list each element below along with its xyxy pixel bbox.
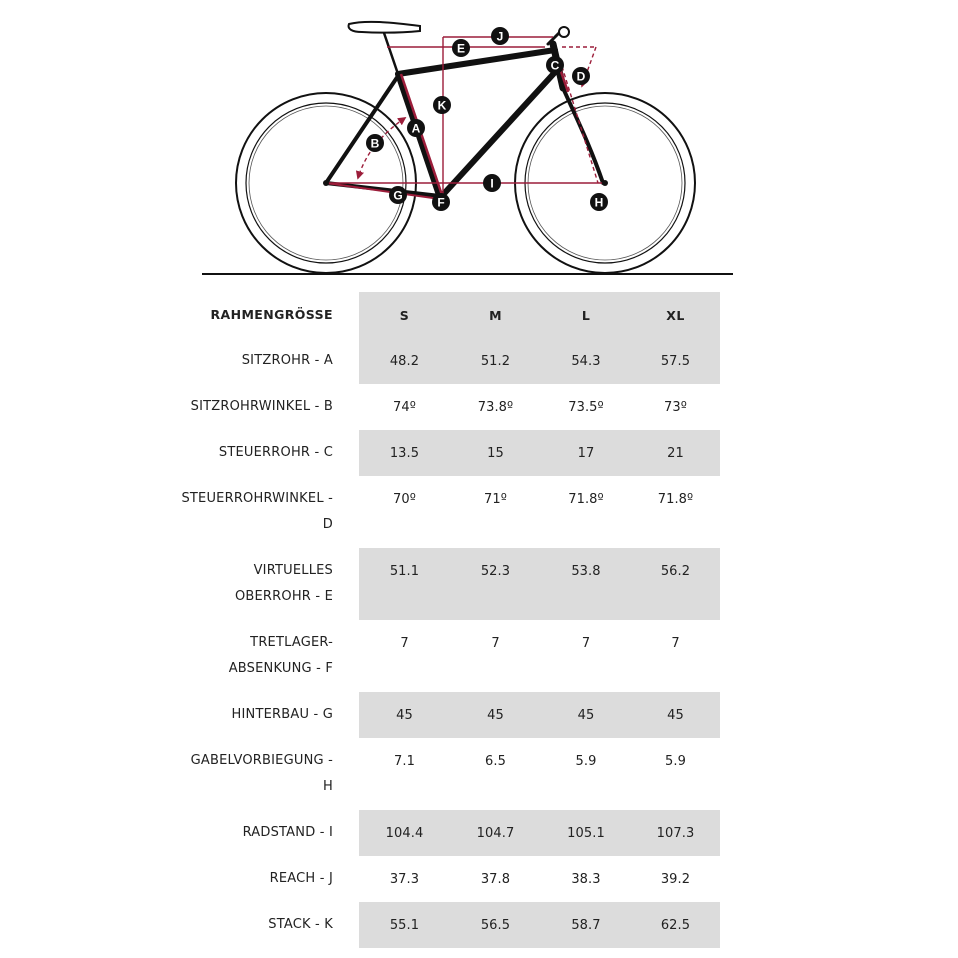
size-header-l: L	[581, 307, 591, 323]
table-cell: 7	[491, 635, 500, 651]
table-cell: 107.3	[656, 825, 695, 841]
row-label: REACH - J	[269, 871, 333, 886]
table-cell: 7	[671, 635, 680, 651]
table-cell: 58.7	[571, 917, 601, 933]
table-cell: 71.8º	[568, 491, 604, 507]
svg-text:E: E	[456, 41, 466, 56]
svg-text:I: I	[490, 176, 494, 191]
table-cell: 73.8º	[477, 399, 514, 415]
table-cell: 6.5	[485, 753, 506, 769]
row-label: SITZROHRWINKEL - B	[190, 399, 333, 414]
size-header-m: M	[489, 307, 502, 323]
size-header-xl: XL	[666, 307, 685, 323]
svg-text:A: A	[411, 121, 421, 136]
table-cell: 37.3	[389, 871, 420, 887]
table-cell: 5.9	[575, 753, 597, 769]
table-cell: 73.5º	[568, 399, 604, 415]
svg-text:H: H	[594, 195, 604, 210]
table-cell: 53.8	[571, 563, 601, 579]
svg-text:B: B	[370, 136, 380, 151]
table-cell: 45	[396, 707, 413, 723]
table-cell: 56.5	[480, 917, 511, 933]
table-cell: 5.9	[665, 753, 686, 769]
table-cell: 45	[667, 707, 684, 723]
table-cell: 105.1	[567, 825, 605, 841]
svg-text:F: F	[437, 195, 445, 210]
table-cell: 104.7	[476, 825, 515, 841]
table-cell: 55.1	[389, 917, 420, 933]
svg-text:K: K	[437, 98, 447, 113]
row-label: STEUERROHR - C	[218, 445, 333, 460]
table-cell: 74º	[393, 399, 416, 415]
table-cell: 57.5	[660, 353, 691, 369]
row-label: GABELVORBIEGUNG - H	[190, 753, 333, 794]
table-cell: 54.3	[571, 353, 601, 369]
table-cell: 71º	[484, 491, 507, 507]
table-cell: 52.3	[480, 563, 511, 579]
table-cell: 7	[400, 635, 409, 651]
table-cell: 15	[487, 445, 504, 461]
row-label: SITZROHR - A	[241, 353, 333, 368]
table-cell: 56.2	[660, 563, 691, 579]
table-cell: 70º	[393, 491, 416, 507]
svg-text:D: D	[576, 69, 586, 84]
size-header-s: S	[399, 307, 410, 323]
table-cell: 48.2	[389, 353, 420, 369]
table-cell: 21	[667, 445, 684, 461]
table-cell: 37.8	[480, 871, 511, 887]
svg-text:G: G	[393, 188, 403, 203]
row-label: RADSTAND - I	[242, 825, 333, 840]
table-cell: 45	[487, 707, 504, 723]
header-label: RAHMENGRÖSSE	[210, 307, 333, 322]
table-cell: 7	[581, 635, 591, 651]
table-cell: 51.1	[389, 563, 420, 579]
table-cell: 104.4	[385, 825, 424, 841]
row-label: STACK - K	[268, 917, 333, 932]
row-label: STEUERROHRWINKEL - D	[181, 491, 333, 532]
row-label: HINTERBAU - G	[231, 707, 333, 722]
table-cell: 45	[577, 707, 595, 723]
table-cell: 39.2	[660, 871, 691, 887]
row-label: TRETLAGER- ABSENKUNG - F	[228, 635, 333, 676]
table-cell: 62.5	[660, 917, 691, 933]
table-cell: 73º	[664, 399, 687, 415]
table-cell: 38.3	[571, 871, 601, 887]
svg-text:J: J	[496, 29, 504, 44]
table-cell: 71.8º	[657, 491, 694, 507]
table-cell: 7.1	[394, 753, 415, 769]
svg-text:C: C	[550, 58, 560, 73]
table-cell: 51.2	[480, 353, 511, 369]
table-cell: 13.5	[389, 445, 420, 461]
row-label: VIRTUELLES OBERROHR - E	[234, 563, 333, 604]
table-cell: 17	[577, 445, 595, 461]
